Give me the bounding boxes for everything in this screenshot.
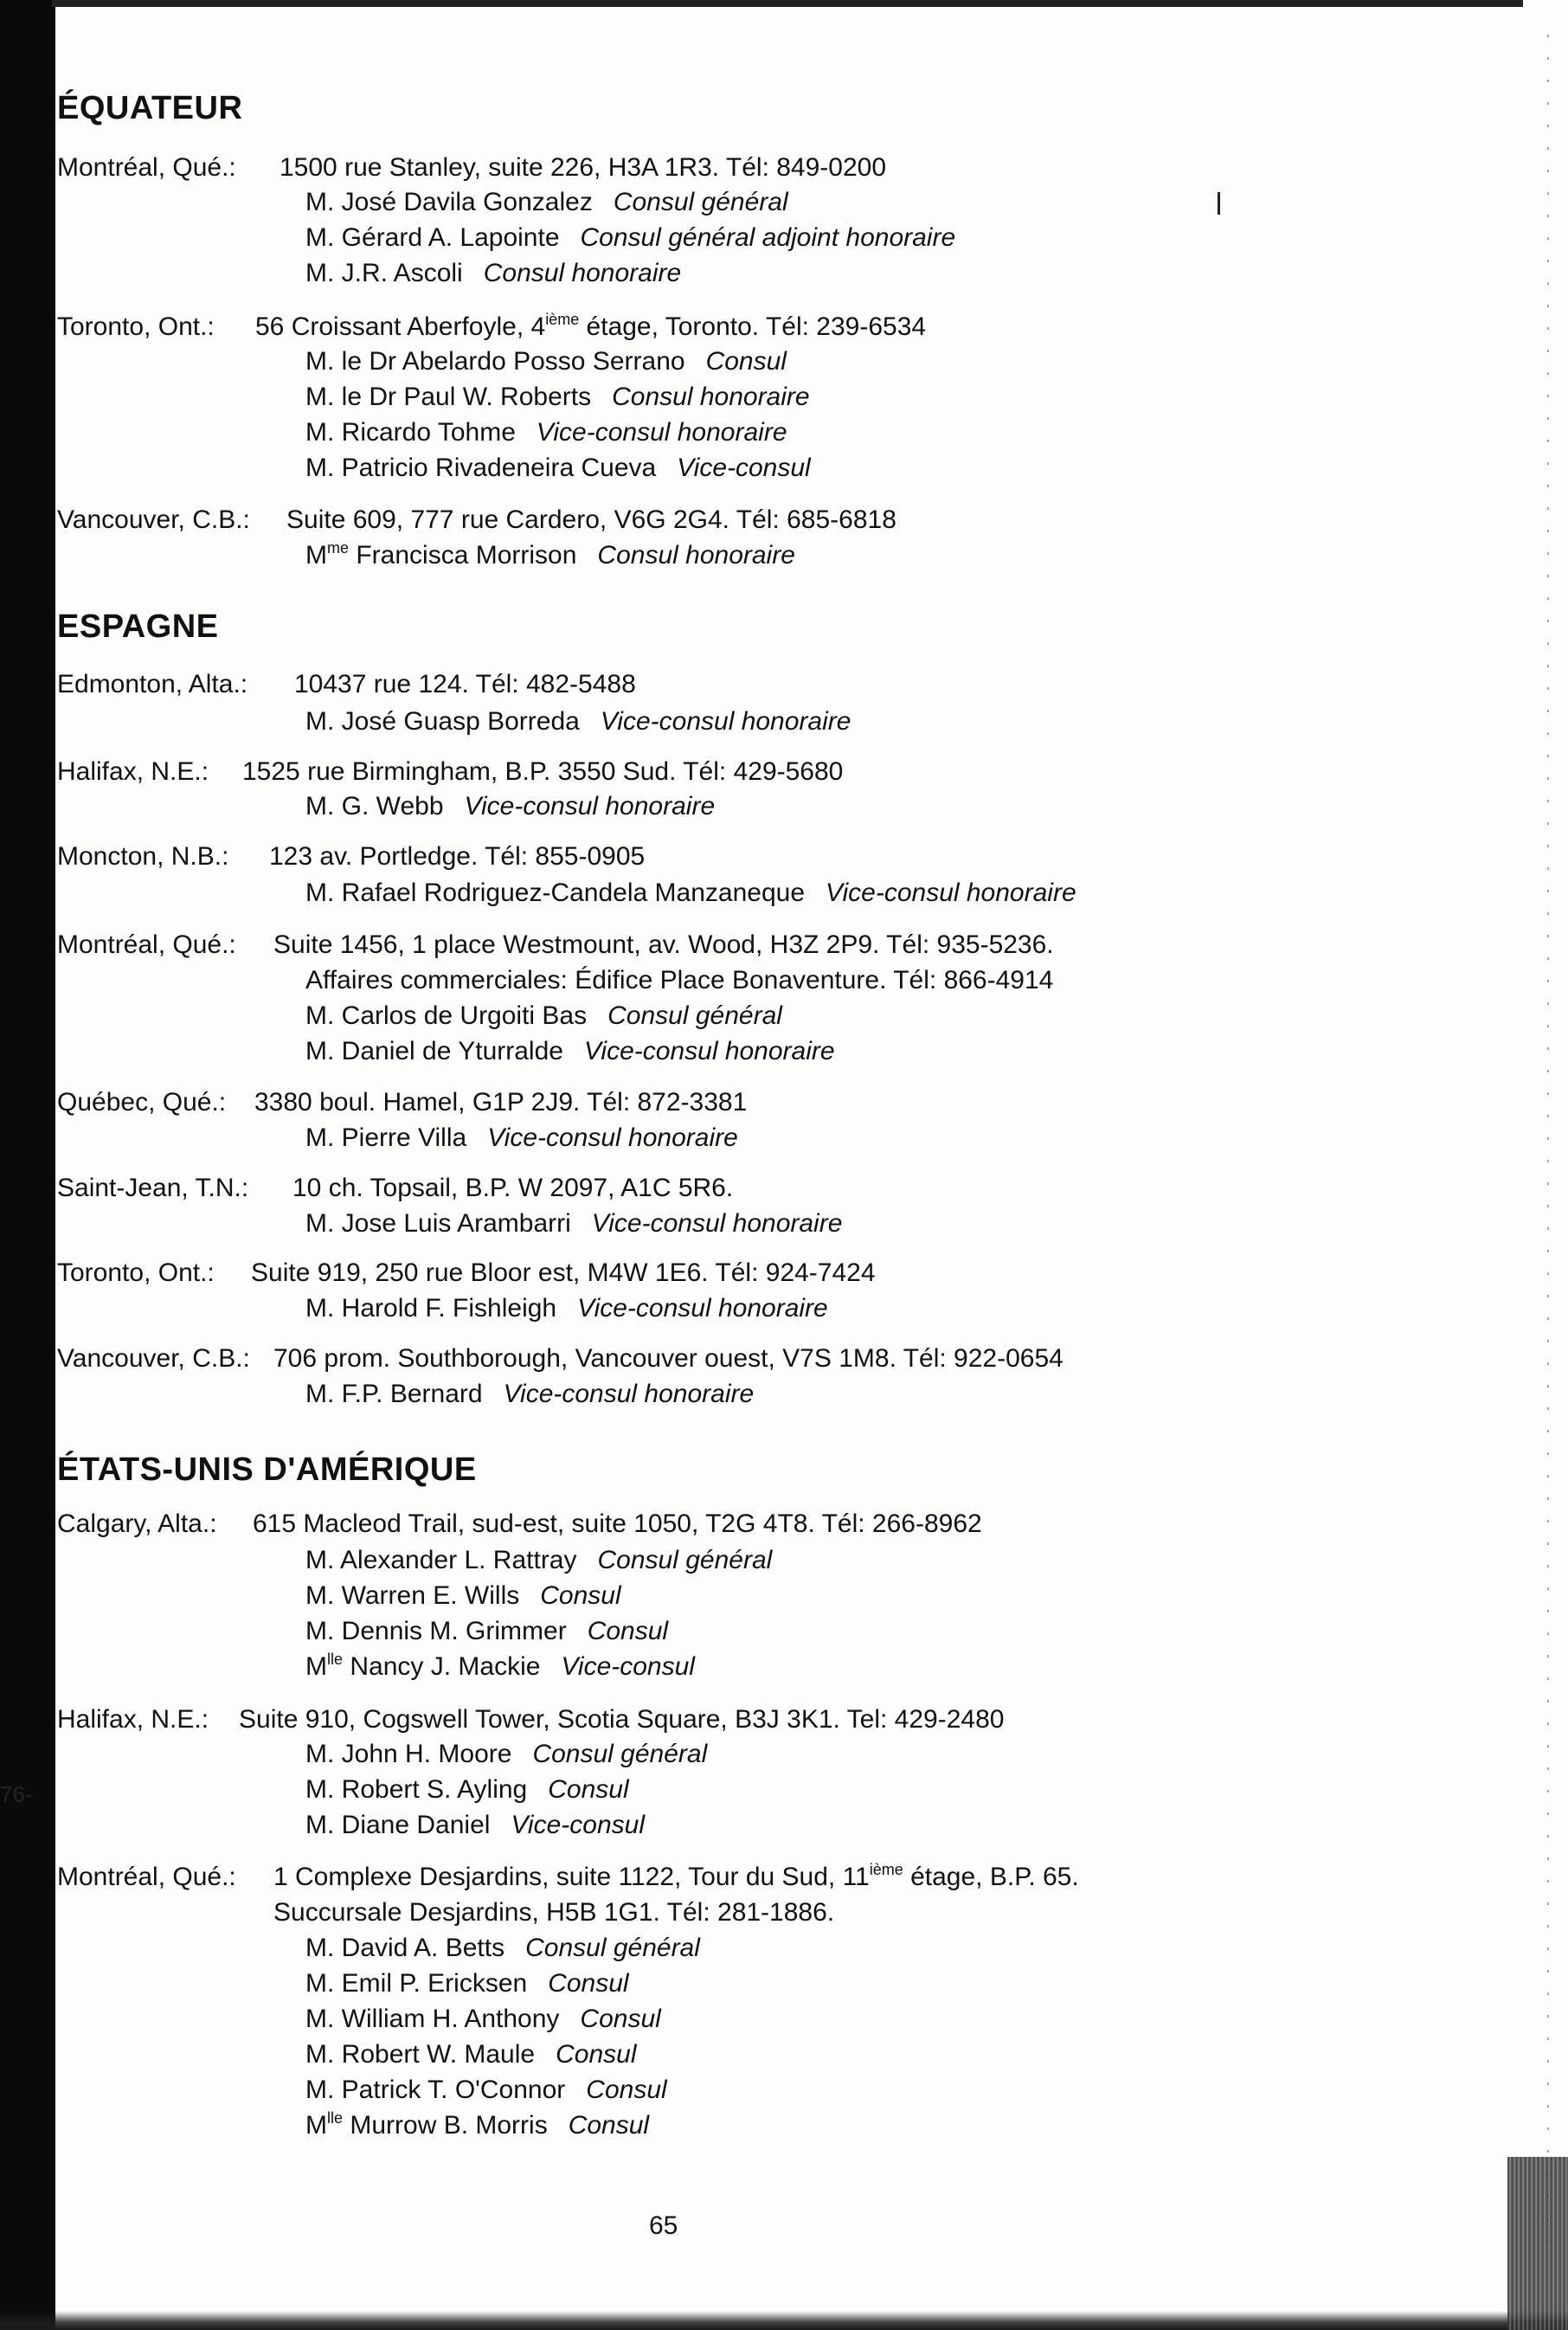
person-title: Consul général xyxy=(532,1740,708,1768)
address: 615 Macleod Trail, sud-est, suite 1050, T2G 4T8. Tél: 266-8962 xyxy=(253,1509,982,1538)
person-entry: M. William H. Anthony Consul xyxy=(305,2005,661,2033)
address: 706 prom. Southborough, Vancouver ouest, V7S 1M8. Tél: 922-0654 xyxy=(273,1344,1064,1373)
person-title: Vice-consul honoraire xyxy=(577,1294,828,1323)
person-name: Daniel de Yturralde xyxy=(341,1037,563,1065)
city-label: Edmonton, Alta.: xyxy=(57,670,248,698)
person-entry: M. José Davila Gonzalez Consul général xyxy=(305,188,788,216)
person-name: Gérard A. Lapointe xyxy=(341,223,560,252)
person-title: Consul xyxy=(556,2040,637,2069)
margin-number: 76- xyxy=(0,1781,33,1807)
person-entry: M. Jose Luis Arambarri Vice-consul honoraire xyxy=(305,1209,843,1238)
document-page xyxy=(57,0,1528,2330)
city-label: Saint-Jean, T.N.: xyxy=(57,1174,249,1202)
person-title: Consul xyxy=(580,2005,661,2033)
address: Suite 919, 250 rue Bloor est, M4W 1E6. Tél: 924-7424 xyxy=(251,1258,876,1287)
city-label: Halifax, N.E.: xyxy=(57,1705,209,1734)
address-line-2: Succursale Desjardins, H5B 1G1. Tél: 281-1886. xyxy=(273,1898,835,1927)
person-name: José Davila Gonzalez xyxy=(341,188,593,216)
person-title: Vice-consul honoraire xyxy=(536,418,787,447)
city-label: Québec, Qué.: xyxy=(57,1088,227,1117)
person-name: Francisca Morrison xyxy=(356,541,577,570)
person-entry: M. Carlos de Urgoiti Bas Consul général xyxy=(305,1001,782,1030)
city-label: Montréal, Qué.: xyxy=(57,153,236,182)
person-entry: M. Daniel de Yturralde Vice-consul honoraire xyxy=(305,1037,835,1065)
person-name: Murrow B. Morris xyxy=(350,2111,548,2140)
address: 1525 rue Birmingham, B.P. 3550 Sud. Tél: 429-5680 xyxy=(242,757,844,786)
city-label: Toronto, Ont.: xyxy=(57,312,215,341)
person-entry: M. John H. Moore Consul général xyxy=(305,1740,708,1768)
person-entry: M. Rafael Rodriguez-Candela Manzaneque Vice-consul honoraire xyxy=(305,879,1076,907)
person-title: Consul xyxy=(548,1775,629,1804)
person-title: Vice-consul honoraire xyxy=(600,707,851,736)
address: 1500 rue Stanley, suite 226, H3A 1R3. Tél: 849-0200 xyxy=(280,153,887,182)
person-entry: M. le Dr Paul W. Roberts Consul honoraire xyxy=(305,383,810,411)
person-name: Patrick T. O'Connor xyxy=(341,2076,566,2104)
person-title: Consul honoraire xyxy=(597,541,795,570)
person-entry: M. Pierre Villa Vice-consul honoraire xyxy=(305,1123,738,1152)
city-label: Calgary, Alta.: xyxy=(57,1509,217,1538)
city-label: Montréal, Qué.: xyxy=(57,1863,236,1891)
address: 10437 rue 124. Tél: 482-5488 xyxy=(294,670,636,698)
address: Suite 1456, 1 place Westmount, av. Wood, H3Z 2P9. Tél: 935-5236. xyxy=(273,930,1054,959)
person-title: Vice-consul xyxy=(561,1652,695,1681)
person-entry: M. Patricio Rivadeneira Cueva Vice-consul xyxy=(305,454,811,482)
page-number: 65 xyxy=(649,2211,678,2240)
person-title: Consul général xyxy=(607,1001,782,1030)
person-entry: M. le Dr Abelardo Posso Serrano Consul xyxy=(305,347,787,376)
person-title: Consul général xyxy=(613,188,788,216)
address: 123 av. Portledge. Tél: 855-0905 xyxy=(269,842,646,871)
address: 56 Croissant Aberfoyle, 4ième étage, Toronto. Tél: 239-6534 xyxy=(255,311,927,341)
person-entry: M. Gérard A. Lapointe Consul général adjoint honoraire xyxy=(305,223,956,252)
section-title: ÉQUATEUR xyxy=(57,90,243,126)
person-name: Robert W. Maule xyxy=(341,2040,536,2069)
address: 3380 boul. Hamel, G1P 2J9. Tél: 872-3381 xyxy=(254,1088,748,1117)
person-entry: M. Robert W. Maule Consul xyxy=(305,2040,637,2069)
person-name: Patricio Rivadeneira Cueva xyxy=(341,454,657,482)
person-title: Vice-consul honoraire xyxy=(591,1209,843,1238)
person-name: Alexander L. Rattray xyxy=(340,1546,577,1574)
section-title: ESPAGNE xyxy=(57,608,219,645)
person-title: Consul honoraire xyxy=(483,259,682,287)
person-entry: M. David A. Betts Consul général xyxy=(305,1934,700,1962)
person-title: Consul honoraire xyxy=(612,383,810,411)
person-entry: M. Warren E. Wills Consul xyxy=(305,1581,621,1610)
person-title: Vice-consul xyxy=(677,454,811,482)
person-entry: $M^{lle}$ Nancy J. Mackie Vice-consul xyxy=(305,1651,695,1681)
city-label: Vancouver, C.B.: xyxy=(57,505,250,534)
person-name: J.R. Ascoli xyxy=(341,259,463,287)
person-title: Consul général adjoint honoraire xyxy=(580,223,956,252)
city-label: Moncton, N.B.: xyxy=(57,842,229,871)
person-title: Vice-consul honoraire xyxy=(583,1037,835,1065)
person-title: Vice-consul honoraire xyxy=(503,1380,755,1408)
person-name: Dennis M. Grimmer xyxy=(341,1617,567,1645)
person-name: G. Webb xyxy=(341,792,444,821)
person-entry: M. Emil P. Ericksen Consul xyxy=(305,1969,629,1998)
person-title: Consul xyxy=(586,2076,667,2104)
person-name: Pierre Villa xyxy=(341,1123,467,1152)
person-name: Emil P. Ericksen xyxy=(341,1969,528,1998)
person-name: Warren E. Wills xyxy=(341,1581,520,1610)
person-name: Jose Luis Arambarri xyxy=(341,1209,571,1238)
person-title: Vice-consul honoraire xyxy=(464,792,716,821)
person-title: Consul xyxy=(705,347,787,376)
person-name: Nancy J. Mackie xyxy=(350,1652,541,1681)
person-name: Robert S. Ayling xyxy=(341,1775,528,1804)
person-name: David A. Betts xyxy=(341,1934,505,1962)
person-name: Harold F. Fishleigh xyxy=(341,1294,557,1323)
person-entry: M. Diane Daniel Vice-consul xyxy=(305,1811,645,1839)
person-title: Consul xyxy=(568,2111,650,2140)
address: 10 ch. Topsail, B.P. W 2097, A1C 5R6. xyxy=(292,1174,734,1202)
section-title: ÉTATS-UNIS D'AMÉRIQUE xyxy=(57,1451,477,1488)
person-entry: $M^{me}$ Francisca Morrison Consul honoraire xyxy=(305,539,795,570)
person-title: Consul xyxy=(540,1581,621,1610)
person-name: Rafael Rodriguez-Candela Manzaneque xyxy=(341,879,806,907)
person-title: Consul xyxy=(548,1969,629,1998)
person-entry: M. J.R. Ascoli Consul honoraire xyxy=(305,259,682,287)
person-title: Vice-consul honoraire xyxy=(826,879,1076,907)
city-label: Vancouver, C.B.: xyxy=(57,1344,250,1373)
address: Suite 910, Cogswell Tower, Scotia Square, B3J 3K1. Tel: 429-2480 xyxy=(239,1705,1005,1734)
person-name: Ricardo Tohme xyxy=(341,418,516,447)
city-label: Montréal, Qué.: xyxy=(57,930,236,959)
person-entry: $M^{lle}$ Murrow B. Morris Consul xyxy=(305,2109,650,2140)
person-title: Consul général xyxy=(525,1934,700,1962)
person-entry: M. Ricardo Tohme Vice-consul honoraire xyxy=(305,418,787,447)
person-entry: M. Alexander L. Rattray Consul général xyxy=(305,1546,773,1574)
person-name: le Dr Abelardo Posso Serrano xyxy=(341,347,685,376)
person-name: Carlos de Urgoiti Bas xyxy=(341,1001,588,1030)
person-entry: M. G. Webb Vice-consul honoraire xyxy=(305,792,716,821)
person-entry: M. Harold F. Fishleigh Vice-consul honoraire xyxy=(305,1294,828,1323)
person-entry: M. Patrick T. O'Connor Consul xyxy=(305,2076,667,2104)
person-title: Vice-consul xyxy=(511,1811,645,1839)
address: 1 Complexe Desjardins, suite 1122, Tour du Sud, 11ième étage, B.P. 65. xyxy=(273,1861,1079,1891)
person-name: William H. Anthony xyxy=(341,2005,560,2033)
person-entry: M. F.P. Bernard Vice-consul honoraire xyxy=(305,1380,755,1408)
person-name: F.P. Bernard xyxy=(341,1380,483,1408)
address: Suite 609, 777 rue Cardero, V6G 2G4. Tél: 685-6818 xyxy=(286,505,896,534)
person-entry: M. Dennis M. Grimmer Consul xyxy=(305,1617,669,1645)
person-entry: M. Robert S. Ayling Consul xyxy=(305,1775,629,1804)
person-title: Consul général xyxy=(597,1546,773,1574)
scan-binding-edge xyxy=(0,0,55,2330)
city-label: Toronto, Ont.: xyxy=(57,1258,215,1287)
person-name: José Guasp Borreda xyxy=(341,707,580,736)
person-title: Vice-consul honoraire xyxy=(487,1123,738,1152)
person-name: John H. Moore xyxy=(341,1740,512,1768)
person-name: Diane Daniel xyxy=(341,1811,491,1839)
person-name: le Dr Paul W. Roberts xyxy=(341,383,592,411)
city-label: Halifax, N.E.: xyxy=(57,757,209,786)
person-title: Consul xyxy=(587,1617,669,1645)
address-line-2: Affaires commerciales: Édifice Place Bonaventure. Tél: 866-4914 xyxy=(305,966,1054,994)
scan-right-speckle xyxy=(1547,35,1549,2242)
person-entry: M. José Guasp Borreda Vice-consul honoraire xyxy=(305,707,851,736)
